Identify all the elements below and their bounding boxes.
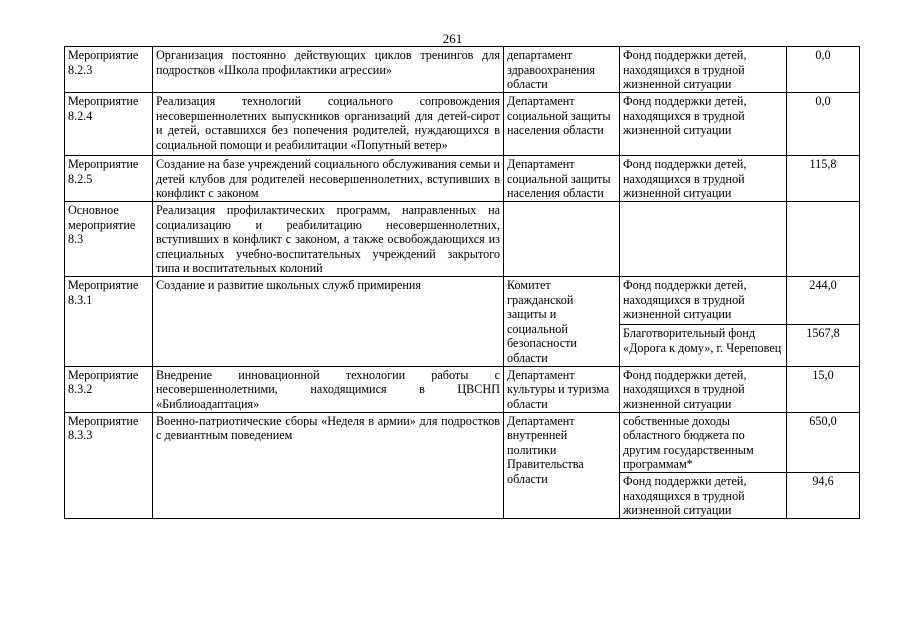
executor-cell: департамент здравоохранения области — [504, 47, 620, 93]
executor-cell: Комитет гражданской защиты и социальной безопасности области — [504, 276, 620, 366]
funding-source-cell: Фонд поддержки детей, находящихся в трудной жизненной ситуации — [620, 276, 787, 324]
activities-table — [64, 46, 860, 519]
executor-cell: Департамент культуры и туризма области — [504, 366, 620, 412]
funding-source-cell: Фонд поддержки детей, находящихся в трудной жизненной ситуации — [620, 366, 787, 412]
funding-source-cell: Фонд поддержки детей, находящихся в трудной жизненной ситуации — [620, 472, 787, 518]
page-number: 261 — [442, 31, 463, 46]
executor-cell: Департамент социальной защиты населения области — [504, 156, 620, 202]
amount-cell — [787, 202, 860, 277]
table-row — [65, 366, 860, 412]
table-row — [65, 412, 860, 472]
funding-source-cell — [620, 202, 787, 277]
executor-cell: Департамент социальной защиты населения области — [504, 93, 620, 156]
table-row — [65, 276, 860, 324]
amount-cell: 0,0 — [787, 93, 860, 156]
activity-id-cell: Мероприятие 8.3.1 — [65, 276, 153, 366]
activity-description-cell: Реализация технологий социального сопровождения несовершеннолетних выпускников организаций для детей-сирот и детей, оставшихся без попечения родителей, нуждающихся в социальной помощи и реабилитации «Попутный ветер» — [153, 93, 504, 156]
amount-cell: 15,0 — [787, 366, 860, 412]
funding-source-cell: Благотворительный фонд «Дорога к дому», г. Череповец — [620, 325, 787, 366]
activity-description-cell: Организация постоянно действующих циклов тренингов для подростков «Школа профилактики агрессии» — [153, 47, 504, 93]
activity-id-cell: Мероприятие 8.2.3 — [65, 47, 153, 93]
activity-description-cell: Реализация профилактических программ, направленных на социализацию и реабилитацию несовершеннолетних, вступивших в конфликт с законом, а также освобождающихся из специальных учебно-воспитательных учреждений закрытого типа и воспитательных колоний — [153, 202, 504, 277]
activity-id-cell: Мероприятие 8.3.2 — [65, 366, 153, 412]
funding-source-cell: Фонд поддержки детей, находящихся в трудной жизненной ситуации — [620, 156, 787, 202]
activity-description-cell: Создание и развитие школьных служб примирения — [153, 276, 504, 366]
funding-source-cell: Фонд поддержки детей, находящихся в трудной жизненной ситуации — [620, 47, 787, 93]
table-row — [65, 47, 860, 93]
table-row — [65, 202, 860, 277]
activity-id-cell: Мероприятие 8.2.5 — [65, 156, 153, 202]
table-row — [65, 93, 860, 156]
amount-cell: 115,8 — [787, 156, 860, 202]
funding-source-cell: Фонд поддержки детей, находящихся в трудной жизненной ситуации — [620, 93, 787, 156]
amount-cell: 0,0 — [787, 47, 860, 93]
activity-description-cell: Создание на базе учреждений социального обслуживания семьи и детей клубов для родителей несовершеннолетних, вступивших в конфликт с законом — [153, 156, 504, 202]
amount-cell: 650,0 — [787, 412, 860, 472]
funding-source-cell: собственные доходы областного бюджета по другим государственным программам* — [620, 412, 787, 472]
activity-description-cell: Военно-патриотические сборы «Неделя в армии» для подростков с девиантным поведением — [153, 412, 504, 518]
activity-id-cell: Основное мероприятие 8.3 — [65, 202, 153, 277]
activity-id-cell: Мероприятие 8.2.4 — [65, 93, 153, 156]
amount-cell: 1567,8 — [787, 325, 860, 366]
activity-id-cell: Мероприятие 8.3.3 — [65, 412, 153, 518]
activity-description-cell: Внедрение инновационной технологии работы с несовершеннолетними, находящимися в ЦВСНП «Библиоадаптация» — [153, 366, 504, 412]
executor-cell — [504, 202, 620, 277]
amount-cell: 94,6 — [787, 472, 860, 518]
amount-cell: 244,0 — [787, 276, 860, 324]
executor-cell: Департамент внутренней политики Правительства области — [504, 412, 620, 518]
table-row — [65, 156, 860, 202]
